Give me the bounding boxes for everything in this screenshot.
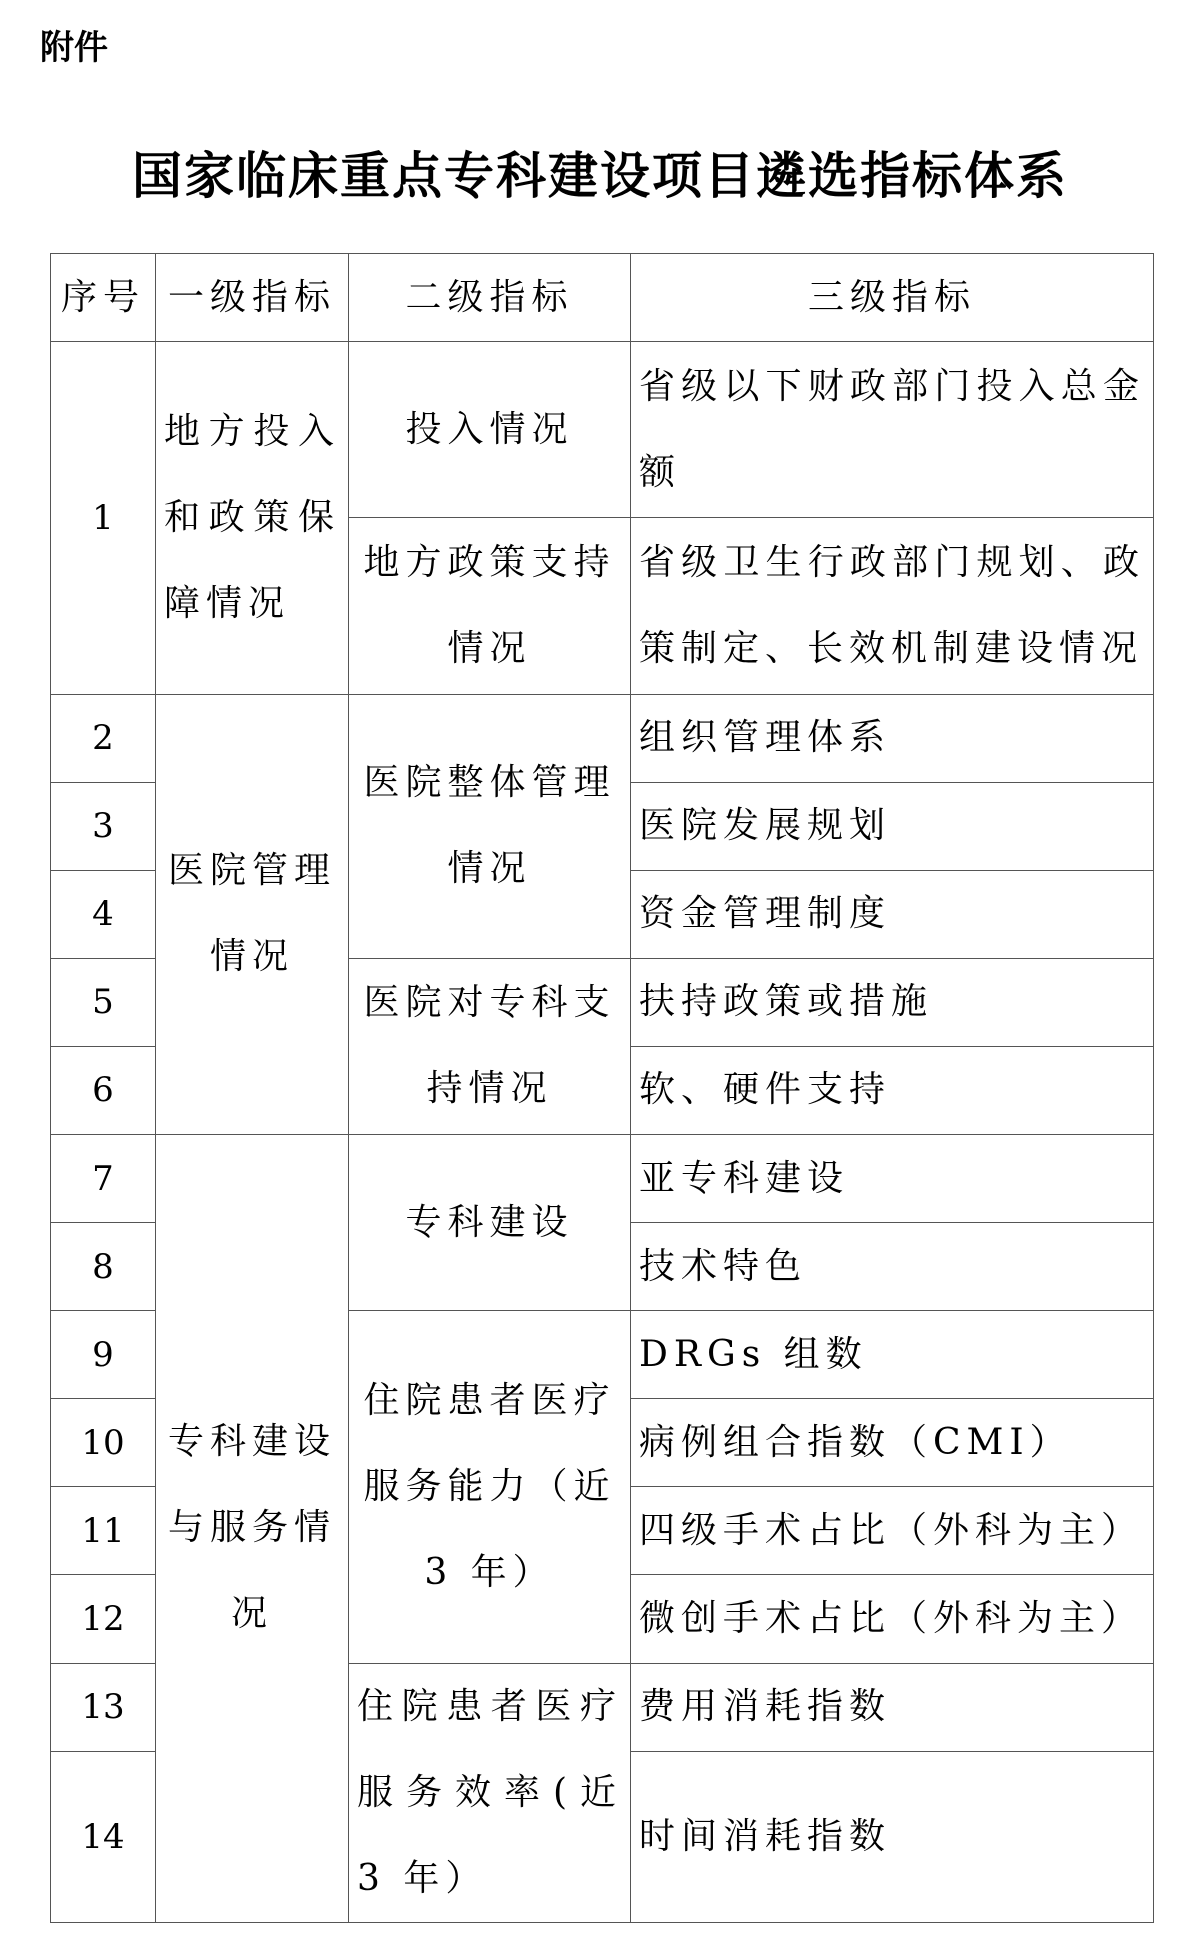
table-row	[51, 694, 1154, 782]
level2-cell: 医院整体管理情况	[349, 694, 631, 958]
seq-cell: 9	[51, 1311, 156, 1399]
level2-cell: 投入情况	[349, 342, 631, 518]
level1-cell: 医院管理情况	[156, 694, 349, 1134]
level2-cell: 地方政策支持情况	[349, 518, 631, 694]
seq-cell: 14	[51, 1751, 156, 1922]
level2-cell: 医院对专科支持情况	[349, 958, 631, 1134]
level3-cell: 费用消耗指数	[631, 1663, 1154, 1751]
level2-cell: 住院患者医疗服务能力（近 3 年）	[349, 1311, 631, 1663]
level3-cell: 扶持政策或措施	[631, 958, 1154, 1046]
seq-cell: 13	[51, 1663, 156, 1751]
level3-cell: 技术特色	[631, 1223, 1154, 1311]
seq-cell: 6	[51, 1046, 156, 1134]
level3-cell: DRGs 组数	[631, 1311, 1154, 1399]
seq-cell: 4	[51, 870, 156, 958]
level3-cell: 省级卫生行政部门规划、政策制定、长效机制建设情况	[631, 518, 1154, 694]
table-header-row	[51, 254, 1154, 342]
header-level3: 三级指标	[631, 254, 1154, 342]
seq-cell: 10	[51, 1399, 156, 1487]
seq-cell: 2	[51, 694, 156, 782]
level3-cell: 医院发展规划	[631, 782, 1154, 870]
level3-cell: 软、硬件支持	[631, 1046, 1154, 1134]
level3-cell: 亚专科建设	[631, 1134, 1154, 1222]
level3-cell: 时间消耗指数	[631, 1751, 1154, 1922]
level1-cell: 地方投入和政策保障情况	[156, 342, 349, 694]
level3-cell: 组织管理体系	[631, 694, 1154, 782]
header-level2: 二级指标	[349, 254, 631, 342]
header-seq: 序号	[51, 254, 156, 342]
level3-cell: 资金管理制度	[631, 870, 1154, 958]
seq-cell: 1	[51, 342, 156, 694]
level1-cell: 专科建设与服务情况	[156, 1134, 349, 1922]
seq-cell: 7	[51, 1134, 156, 1222]
level3-cell: 四级手术占比（外科为主）	[631, 1487, 1154, 1575]
seq-cell: 8	[51, 1223, 156, 1311]
seq-cell: 3	[51, 782, 156, 870]
level2-cell: 专科建设	[349, 1134, 631, 1310]
seq-cell: 11	[51, 1487, 156, 1575]
level2-cell: 住院患者医疗服务效率(近 3 年）	[349, 1663, 631, 1922]
table-row	[51, 1134, 1154, 1222]
table-row	[51, 342, 1154, 518]
annex-label: 附件	[40, 28, 108, 68]
level3-cell: 微创手术占比（外科为主）	[631, 1575, 1154, 1663]
indicator-table	[50, 253, 1154, 1923]
document-title: 国家临床重点专科建设项目遴选指标体系	[132, 147, 1068, 205]
level3-cell: 省级以下财政部门投入总金额	[631, 342, 1154, 518]
seq-cell: 12	[51, 1575, 156, 1663]
header-level1: 一级指标	[156, 254, 349, 342]
level3-cell: 病例组合指数（CMI）	[631, 1399, 1154, 1487]
seq-cell: 5	[51, 958, 156, 1046]
